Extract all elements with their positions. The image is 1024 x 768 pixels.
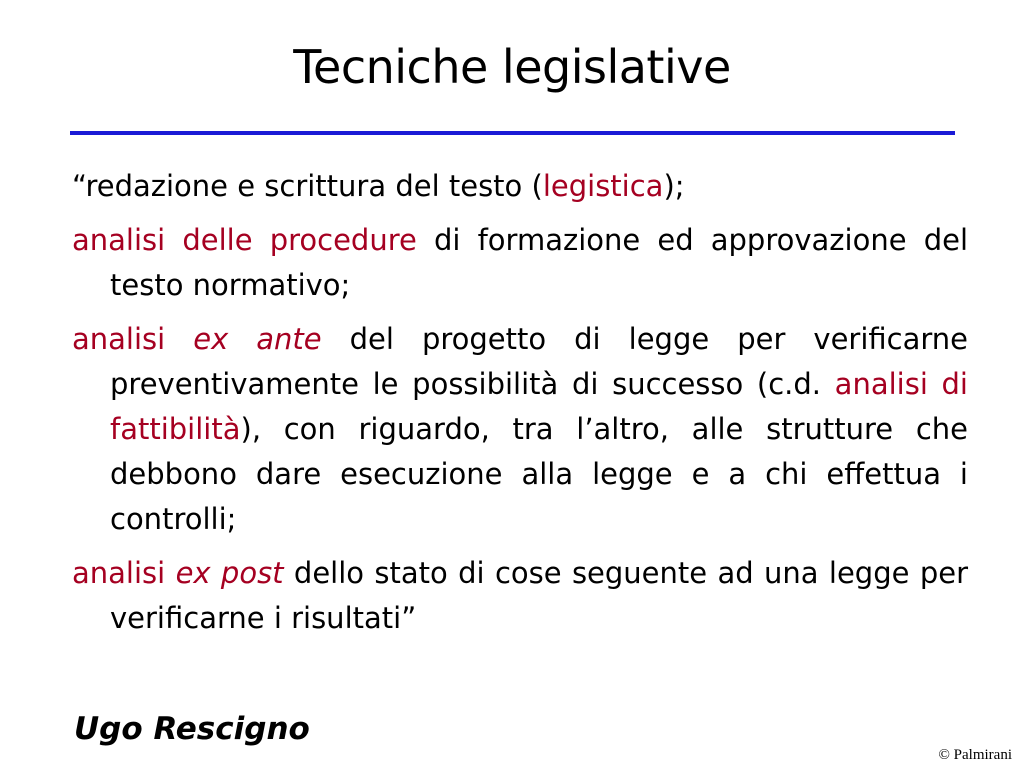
item-text: );	[663, 169, 685, 203]
highlight-term: analisi	[72, 556, 176, 590]
highlight-term-italic: ex post	[175, 556, 284, 590]
item-text: di formazione ed approvazione del testo normativo;	[110, 223, 968, 302]
copyright-notice: © Palmirani	[938, 747, 1012, 763]
highlight-term: analisi	[72, 322, 194, 356]
item-text: “redazione e scrittura del testo (	[72, 169, 543, 203]
item-text: dello stato di cose seguente ad una legge per verificarne i risultati”	[110, 556, 968, 635]
item-text: del progetto di legge per verificarne preventivamente le possibilità di successo (c.d.	[110, 322, 969, 401]
title-underline	[70, 131, 955, 135]
highlight-term: analisi di fattibilità	[110, 367, 968, 446]
highlight-term-italic: ex ante	[193, 322, 322, 356]
highlight-term: legistica	[542, 169, 664, 203]
list-item-ex-ante	[72, 317, 968, 542]
quote-author: Ugo Rescigno	[74, 711, 310, 747]
highlight-term: analisi delle procedure	[72, 223, 417, 257]
list-item-ex-post	[72, 551, 968, 641]
quote-body	[72, 164, 968, 650]
list-item-legistica	[72, 164, 968, 209]
list-item-procedure	[72, 218, 968, 308]
item-text: ), con riguardo, tra l’altro, alle strutture che debbono dare esecuzione alla legge e a chi effettua i controlli;	[110, 412, 968, 536]
slide-title: Tecniche legislative	[293, 40, 731, 94]
